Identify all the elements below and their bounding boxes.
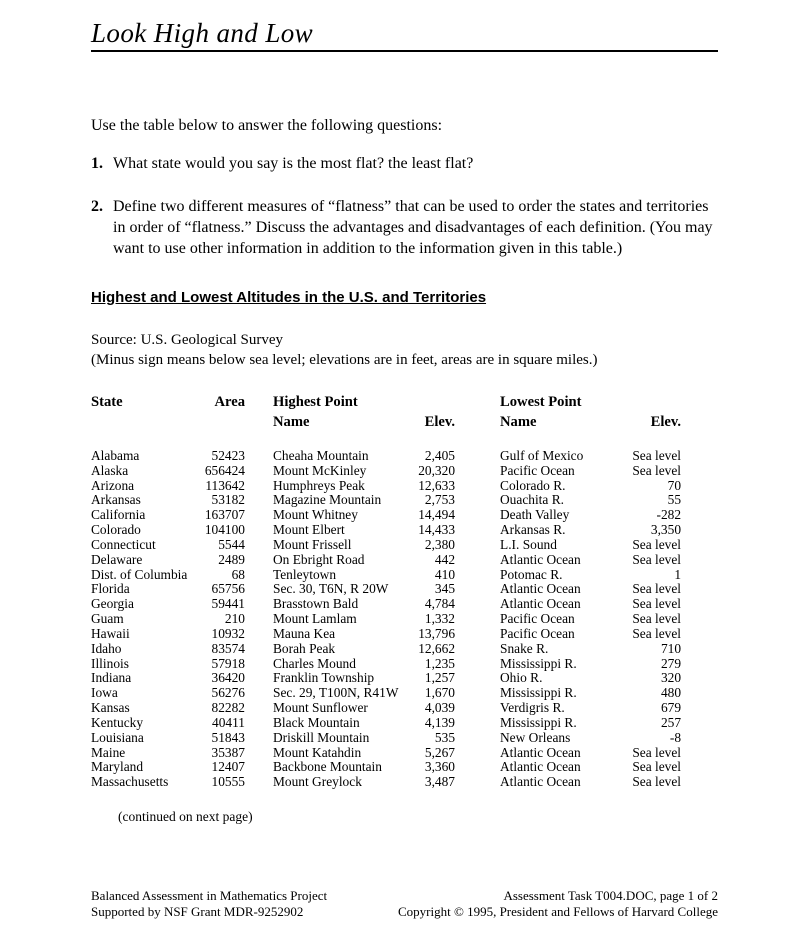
cell-low-elev: 55 — [667, 493, 682, 508]
cell-state: Alaska — [91, 463, 129, 478]
table-row — [91, 479, 681, 494]
cell-area: 56276 — [211, 686, 245, 701]
cell-area: 10932 — [211, 626, 245, 641]
cell-spacer — [455, 568, 500, 583]
cell-area: 10555 — [211, 775, 245, 790]
cell-low-name: Mississippi R. — [500, 656, 577, 671]
cell-low-elev: Sea level — [632, 626, 682, 641]
cell-low-elev: 279 — [660, 656, 682, 671]
table-row — [91, 701, 681, 716]
footer-project-line: Balanced Assessment in Mathematics Project — [91, 888, 328, 903]
cell-low-elev: Sea level — [632, 745, 682, 760]
cell-low-elev: 1 — [674, 567, 682, 582]
cell-spacer — [455, 597, 500, 612]
cell-spacer — [455, 479, 500, 494]
cell-high-name: Charles Mound — [273, 656, 356, 671]
cell-high-name: Mauna Kea — [273, 626, 336, 641]
cell-low-name: Pacific Ocean — [500, 626, 575, 641]
cell-high-name: Cheaha Mountain — [273, 449, 369, 463]
cell-spacer — [455, 746, 500, 761]
cell-high-name: Mount Whitney — [273, 508, 358, 523]
cell-spacer — [245, 538, 273, 553]
cell-area: 104100 — [204, 523, 245, 538]
cell-spacer — [455, 464, 500, 479]
cell-state: Florida — [91, 582, 130, 597]
cell-high-elev: 12,633 — [418, 478, 456, 493]
cell-high-name: Magazine Mountain — [273, 493, 382, 508]
cell-spacer — [245, 568, 273, 583]
cell-spacer — [245, 508, 273, 523]
cell-high-elev: 345 — [434, 582, 456, 597]
cell-spacer — [245, 701, 273, 716]
cell-spacer — [245, 582, 273, 597]
cell-low-name: Atlantic Ocean — [500, 775, 581, 790]
table-row — [91, 523, 681, 538]
cell-spacer — [245, 464, 273, 479]
cell-high-elev: 442 — [434, 552, 456, 567]
cell-spacer — [455, 775, 500, 790]
cell-spacer — [245, 493, 273, 508]
cell-state: Maine — [91, 745, 126, 760]
question-1-number: 1. — [91, 155, 103, 172]
question-2-number: 2. — [91, 198, 103, 215]
table-row — [91, 760, 681, 775]
cell-area: 2489 — [218, 552, 245, 567]
table-body — [91, 449, 681, 790]
cell-high-elev: 3,487 — [424, 775, 456, 790]
cell-area: 52423 — [211, 449, 245, 463]
footer-copyright-line: Copyright © 1995, President and Fellows of Harvard College — [397, 904, 718, 919]
cell-state: Alabama — [91, 449, 140, 463]
cell-spacer — [455, 701, 500, 716]
cell-area: 68 — [231, 567, 245, 582]
cell-low-name: Ohio R. — [500, 671, 543, 686]
cell-high-name: Sec. 30, T6N, R 20W — [273, 582, 389, 597]
cell-low-elev: 257 — [660, 715, 682, 730]
cell-low-elev: 480 — [660, 686, 682, 701]
continued-note: (continued on next page) — [118, 809, 253, 825]
cell-area: 163707 — [204, 508, 245, 523]
cell-low-elev: Sea level — [632, 597, 682, 612]
cell-low-name: Mississippi R. — [500, 686, 577, 701]
cell-state: Arizona — [91, 478, 135, 493]
table-row — [91, 612, 681, 627]
cell-high-elev: 535 — [434, 730, 456, 745]
note-line: (Minus sign means below sea level; elevations are in feet, areas are in square miles.) — [91, 352, 598, 368]
cell-area: 656424 — [204, 463, 245, 478]
cell-low-elev: Sea level — [632, 463, 682, 478]
cell-spacer — [245, 627, 273, 642]
cell-high-name: Mount Greylock — [273, 775, 362, 790]
table-row — [91, 775, 681, 790]
cell-low-name: Atlantic Ocean — [500, 597, 581, 612]
cell-area: 51843 — [211, 730, 245, 745]
cell-area: 113642 — [205, 478, 245, 493]
cell-spacer — [455, 642, 500, 657]
table-header-row-1 — [91, 392, 681, 412]
cell-area: 65756 — [211, 582, 245, 597]
cell-low-name: Atlantic Ocean — [500, 745, 581, 760]
footer-grant-line: Supported by NSF Grant MDR-9252902 — [91, 904, 304, 919]
table-row — [91, 582, 681, 597]
cell-spacer — [245, 775, 273, 790]
cell-high-elev: 3,360 — [424, 760, 456, 775]
cell-high-elev: 4,039 — [424, 701, 456, 716]
cell-high-name: Mount Katahdin — [273, 745, 362, 760]
footer-task-line: Assessment Task T004.DOC, page 1 of 2 — [503, 888, 718, 903]
cell-area: 36420 — [211, 671, 245, 686]
cell-low-elev: 320 — [660, 671, 682, 686]
cell-high-elev: 14,494 — [418, 508, 456, 523]
footer-left — [91, 888, 327, 920]
intro-text: Use the table below to answer the following questions: — [91, 117, 443, 134]
cell-high-name: Sec. 29, T100N, R41W — [273, 686, 399, 701]
cell-low-name: Gulf of Mexico — [500, 449, 584, 463]
header-spacer — [203, 412, 245, 449]
cell-high-elev: 14,433 — [418, 523, 456, 538]
col-header-highest-point: Highest Point — [273, 394, 358, 410]
question-2 — [91, 196, 718, 259]
cell-low-name: Snake R. — [500, 641, 549, 656]
cell-state: Kentucky — [91, 715, 144, 730]
cell-low-elev: Sea level — [632, 582, 682, 597]
cell-low-name: Atlantic Ocean — [500, 760, 581, 775]
cell-state: Idaho — [91, 641, 122, 656]
header-spacer — [245, 412, 273, 449]
cell-spacer — [245, 716, 273, 731]
table-row — [91, 642, 681, 657]
cell-spacer — [245, 657, 273, 672]
cell-low-elev: Sea level — [632, 537, 682, 552]
cell-spacer — [245, 746, 273, 761]
cell-spacer — [455, 760, 500, 775]
col-header-lowest-name: Name — [500, 414, 537, 430]
cell-spacer — [245, 597, 273, 612]
table-heading: Highest and Lowest Altitudes in the U.S. and Territories — [91, 289, 487, 306]
cell-spacer — [245, 731, 273, 746]
cell-high-name: Black Mountain — [273, 715, 360, 730]
cell-spacer — [245, 642, 273, 657]
cell-low-name: Death Valley — [500, 508, 570, 523]
cell-high-name: Mount Sunflower — [273, 701, 368, 716]
cell-area: 210 — [224, 612, 245, 627]
cell-area: 57918 — [211, 656, 245, 671]
cell-high-elev: 2,405 — [424, 449, 456, 463]
table-row — [91, 627, 681, 642]
cell-low-elev: Sea level — [632, 775, 682, 790]
cell-low-name: Arkansas R. — [500, 523, 566, 538]
col-header-lowest-point: Lowest Point — [500, 394, 582, 410]
table-header-row-2 — [91, 412, 681, 449]
cell-high-name: Brasstown Bald — [273, 597, 359, 612]
cell-spacer — [455, 508, 500, 523]
cell-high-elev: 4,784 — [424, 597, 456, 612]
page-title: Look High and Low — [91, 18, 314, 48]
cell-high-elev: 1,257 — [424, 671, 456, 686]
cell-spacer — [455, 493, 500, 508]
cell-state: Georgia — [91, 597, 134, 612]
table-row — [91, 686, 681, 701]
table-header — [91, 392, 681, 449]
cell-high-elev: 4,139 — [424, 715, 456, 730]
cell-high-elev: 1,332 — [424, 612, 456, 627]
cell-low-elev: Sea level — [632, 552, 682, 567]
cell-spacer — [245, 449, 273, 464]
cell-area: 35387 — [211, 745, 245, 760]
cell-high-elev: 2,753 — [424, 493, 456, 508]
cell-area: 40411 — [212, 715, 245, 730]
cell-low-elev: Sea level — [632, 612, 682, 627]
table-row — [91, 597, 681, 612]
cell-state: Massachusetts — [91, 775, 169, 790]
header-spacer — [455, 412, 500, 449]
cell-state: Louisiana — [91, 730, 144, 745]
question-1-text: What state would you say is the most flat? the least flat? — [113, 155, 474, 172]
cell-low-elev: Sea level — [632, 449, 682, 463]
cell-high-name: Driskill Mountain — [273, 730, 370, 745]
cell-low-elev: 710 — [660, 641, 682, 656]
cell-low-name: Pacific Ocean — [500, 612, 575, 627]
cell-spacer — [455, 671, 500, 686]
cell-low-elev: 679 — [660, 701, 682, 716]
header-spacer — [455, 392, 500, 412]
cell-state: Kansas — [91, 701, 130, 716]
cell-state: Indiana — [91, 671, 132, 686]
cell-low-name: Pacific Ocean — [500, 463, 575, 478]
cell-state: Illinois — [91, 656, 129, 671]
header-spacer — [245, 392, 273, 412]
cell-spacer — [455, 582, 500, 597]
cell-high-name: On Ebright Road — [273, 552, 365, 567]
altitudes-table — [91, 392, 681, 790]
cell-state: Hawaii — [91, 626, 130, 641]
cell-high-elev: 2,380 — [424, 537, 456, 552]
cell-spacer — [245, 760, 273, 775]
col-header-highest-name: Name — [273, 414, 310, 430]
cell-area: 82282 — [211, 701, 245, 716]
cell-spacer — [455, 716, 500, 731]
table-row — [91, 538, 681, 553]
title-rule — [91, 18, 718, 52]
col-header-state: State — [91, 394, 123, 410]
footer-right — [398, 888, 718, 920]
cell-low-elev: Sea level — [632, 760, 682, 775]
cell-low-name: Ouachita R. — [500, 493, 564, 508]
cell-low-name: Atlantic Ocean — [500, 552, 581, 567]
cell-high-name: Humphreys Peak — [273, 478, 365, 493]
table-row — [91, 671, 681, 686]
cell-spacer — [455, 627, 500, 642]
table-row — [91, 568, 681, 583]
cell-area: 53182 — [211, 493, 245, 508]
cell-spacer — [455, 523, 500, 538]
table-row — [91, 508, 681, 523]
cell-low-name: L.I. Sound — [500, 537, 557, 552]
cell-spacer — [245, 612, 273, 627]
cell-spacer — [245, 671, 273, 686]
cell-low-name: Atlantic Ocean — [500, 582, 581, 597]
cell-spacer — [455, 731, 500, 746]
cell-high-elev: 410 — [434, 567, 456, 582]
col-header-area: Area — [214, 394, 245, 410]
cell-high-name: Mount McKinley — [273, 463, 367, 478]
cell-high-elev: 1,670 — [424, 686, 456, 701]
cell-state: Delaware — [91, 552, 143, 567]
cell-state: Connecticut — [91, 537, 156, 552]
table-row — [91, 731, 681, 746]
cell-area: 5544 — [218, 537, 245, 552]
source-line: Source: U.S. Geological Survey — [91, 332, 284, 348]
cell-high-name: Mount Lamlam — [273, 612, 357, 627]
cell-low-elev: -8 — [669, 730, 682, 745]
cell-state: Colorado — [91, 523, 141, 538]
cell-high-elev: 1,235 — [424, 656, 456, 671]
cell-low-name: Colorado R. — [500, 478, 566, 493]
cell-spacer — [245, 523, 273, 538]
question-1 — [91, 153, 718, 174]
cell-spacer — [245, 479, 273, 494]
cell-low-elev: 70 — [667, 478, 682, 493]
table-row — [91, 449, 681, 464]
cell-high-name: Borah Peak — [273, 641, 336, 656]
header-spacer — [91, 412, 203, 449]
cell-area: 12407 — [211, 760, 245, 775]
cell-low-name: New Orleans — [500, 730, 571, 745]
cell-low-name: Mississippi R. — [500, 715, 577, 730]
cell-spacer — [455, 657, 500, 672]
cell-high-elev: 12,662 — [418, 641, 456, 656]
cell-low-elev: 3,350 — [650, 523, 682, 538]
cell-state: Dist. of Columbia — [91, 567, 188, 582]
cell-high-elev: 20,320 — [418, 463, 456, 478]
cell-state: Maryland — [91, 760, 144, 775]
cell-low-name: Potomac R. — [500, 567, 563, 582]
cell-low-elev: -282 — [656, 508, 682, 523]
col-header-highest-elev: Elev. — [424, 414, 456, 430]
table-row — [91, 657, 681, 672]
question-2-text: Define two different measures of “flatness” that can be used to order the states and territories in order of “flatness.” Discuss the advantages and disadvantages of each definition. (You may want to use other information in addition to the information given in this table.) — [113, 198, 713, 257]
cell-state: California — [91, 508, 146, 523]
cell-area: 59441 — [211, 597, 245, 612]
cell-high-name: Mount Frissell — [273, 537, 352, 552]
cell-area: 83574 — [211, 641, 245, 656]
cell-spacer — [455, 686, 500, 701]
cell-state: Guam — [91, 612, 124, 627]
page-footer — [91, 888, 718, 920]
cell-high-elev: 13,796 — [418, 626, 456, 641]
table-row — [91, 464, 681, 479]
cell-spacer — [245, 686, 273, 701]
table-row — [91, 493, 681, 508]
cell-high-name: Tenleytown — [273, 567, 337, 582]
cell-high-name: Mount Elbert — [273, 523, 345, 538]
cell-high-name: Backbone Mountain — [273, 760, 382, 775]
table-row — [91, 553, 681, 568]
table-row — [91, 746, 681, 761]
cell-spacer — [245, 553, 273, 568]
cell-low-name: Verdigris R. — [500, 701, 565, 716]
cell-spacer — [455, 612, 500, 627]
cell-high-name: Franklin Township — [273, 671, 375, 686]
cell-high-elev: 5,267 — [424, 745, 456, 760]
table-row — [91, 716, 681, 731]
cell-spacer — [455, 553, 500, 568]
cell-spacer — [455, 449, 500, 464]
cell-state: Iowa — [91, 686, 118, 701]
cell-state: Arkansas — [91, 493, 141, 508]
cell-spacer — [455, 538, 500, 553]
col-header-lowest-elev: Elev. — [650, 414, 682, 430]
